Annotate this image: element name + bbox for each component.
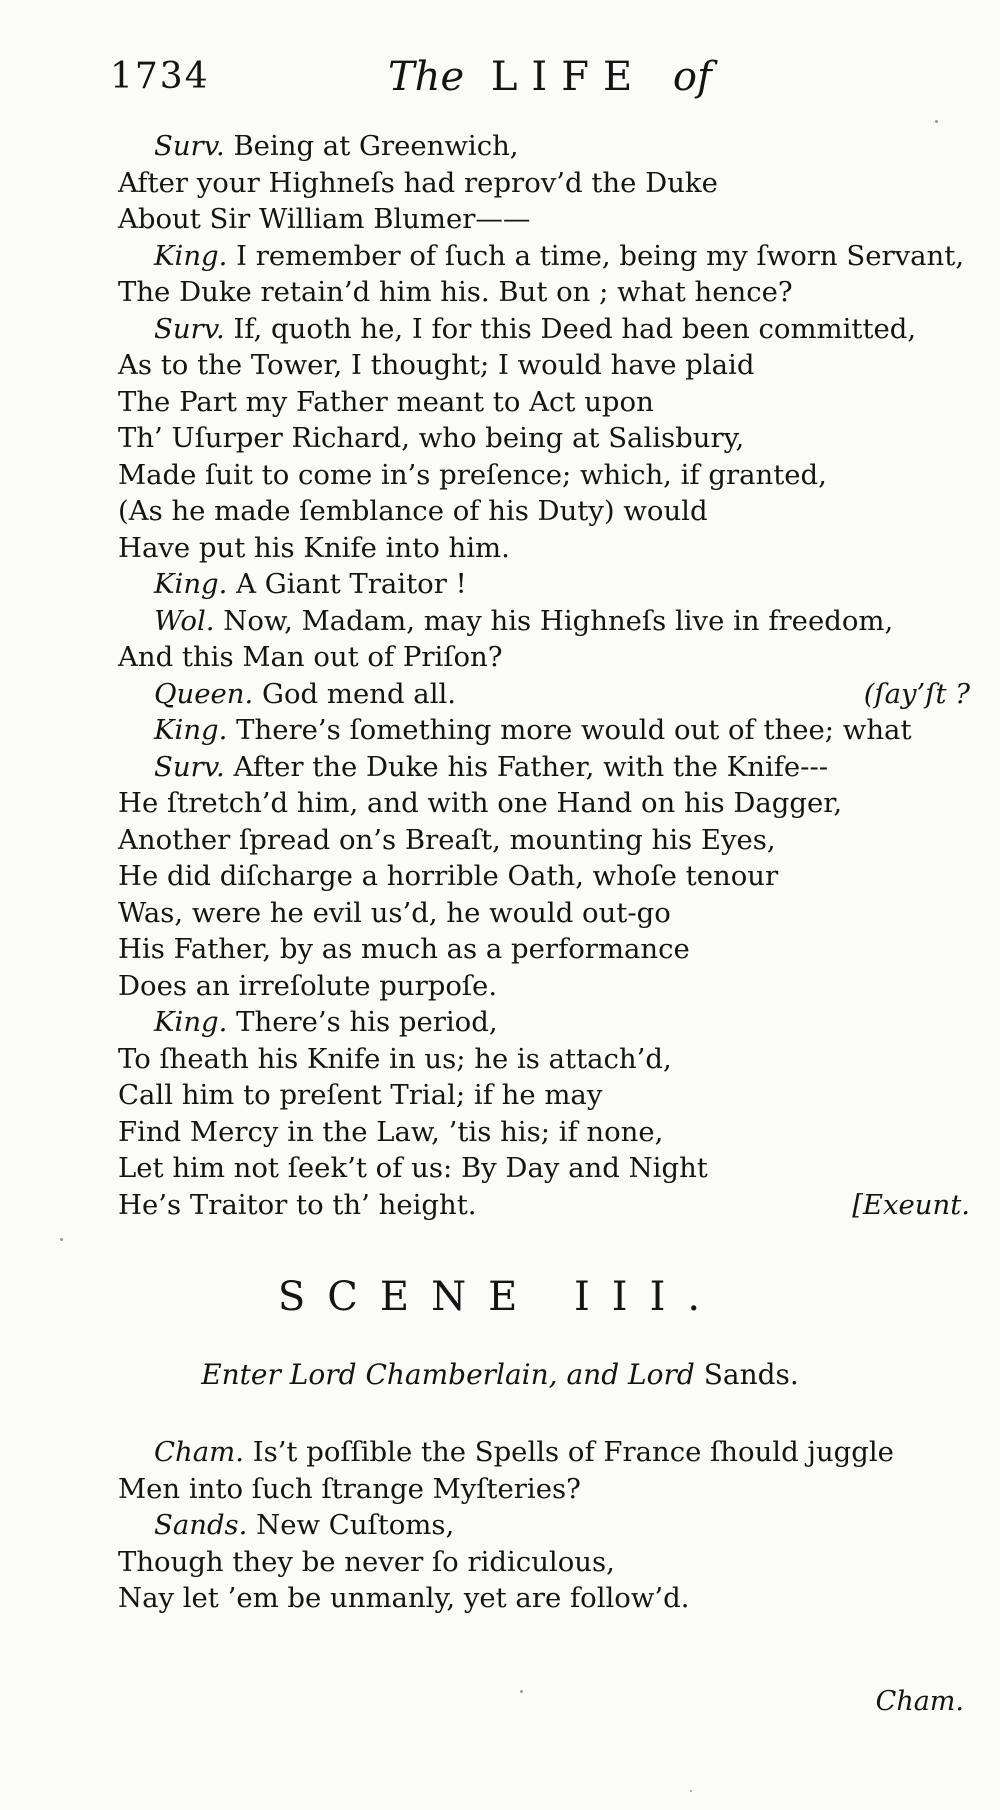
line-text: After the Duke his Father, with the Knife--- [233,750,829,783]
line-text: He did diſcharge a horrible Oath, whoſe tenour [118,860,779,892]
line-text: Made ſuit to come in’s preſence; which, if granted, [118,458,827,491]
line-text: There’s his period, [236,1006,498,1038]
line-text: Being at Greenwich, [233,130,519,162]
speaker-name: Surv. [154,750,225,783]
verse-line [118,603,978,640]
line-text: A Giant Traitor ! [236,568,467,600]
verse-line [118,1150,978,1187]
verse-line [118,530,978,567]
line-text: Does an irreſolute purpoſe. [118,969,498,1002]
line-text: (As he made ſemblance of his Duty) would [118,495,708,527]
speaker-name: King. [154,714,228,746]
running-title [388,54,712,100]
verse-line [118,311,978,348]
line-text: Th’ Uſurper Richard, who being at Salisbury, [118,422,745,454]
running-title-prefix: The [388,54,465,100]
verse-line [118,712,978,749]
line-text: Find Mercy in the Law, ’tis his; if none, [118,1115,664,1148]
verse-line [118,1434,978,1471]
print-speck [60,1238,63,1241]
verse-line [118,1041,978,1078]
line-text: About Sir William Blumer—— [118,203,531,235]
verse-line [118,1004,978,1041]
speaker-name: Cham. [154,1436,244,1468]
line-text: The Part my Father meant to Act upon [118,385,654,418]
verse-line [118,493,978,530]
verse-line [118,201,978,238]
verse-line [118,1187,978,1224]
verse-line [118,895,978,932]
print-speck [690,1790,692,1792]
scene-heading: SCENE III. [277,1274,723,1320]
line-text: God mend all. [262,677,457,710]
line-text: Was, were he evil us’d, he would out-go [118,896,671,929]
line-text: If, quoth he, I for this Deed had been committed, [233,312,917,345]
catchword: Cham. [875,1686,964,1717]
line-text: Nay let ’em be unmanly, yet are follow’d. [118,1582,690,1614]
dialogue-block-scene-ii [118,128,978,1223]
verse-line [118,785,978,822]
running-head [110,48,950,118]
dialogue-block-scene-iii [118,1434,978,1617]
line-text: Now, Madam, may his Highneſs live in freedom, [223,604,894,637]
verse-line [118,858,978,895]
verse-line [118,749,978,786]
verse-line [118,931,978,968]
verse-line [118,1077,978,1114]
verse-line [118,1544,978,1581]
running-title-suffix: of [672,54,712,100]
verse-line [118,822,978,859]
speaker-name: Wol. [154,604,215,637]
verse-line [118,566,978,603]
line-text: Is’t poſſible the Spells of France ſhould juggle [252,1436,894,1468]
verse-line [118,1114,978,1151]
speaker-name: Surv. [154,130,225,162]
line-text: Another ſpread on’s Breaſt, mounting his Eyes, [118,823,776,856]
page-number: 1734 [110,56,210,97]
verse-line [118,968,978,1005]
verse-line [118,384,978,421]
verse-line [118,639,978,676]
line-text: Have put his Knife into him. [118,531,510,564]
verse-line [118,347,978,384]
stage-direction-name: Sands. [703,1358,799,1391]
verse-line [118,1580,978,1617]
speaker-name: King. [154,568,228,600]
print-speck [935,120,938,123]
running-title-main: LIFE [490,54,647,100]
stage-direction [0,1358,1000,1391]
line-right-note: [Exeunt. [852,1188,970,1221]
verse-line [118,457,978,494]
stage-direction-enter: Enter Lord Chamberlain, [201,1358,558,1391]
speaker-name: King. [154,1006,228,1038]
stage-direction-and: and Lord [566,1358,695,1391]
line-text: Call him to preſent Trial; if he may [118,1079,603,1111]
speaker-name: King. [154,239,228,272]
line-text: Let him not ſeek’t of us: By Day and Night [118,1152,708,1184]
line-text: Men into ſuch ſtrange Myſteries? [118,1472,581,1505]
verse-line [118,420,978,457]
verse-line [118,165,978,202]
line-text: I remember of ſuch a time, being my ſworn Servant, [236,239,965,272]
verse-line [118,1471,978,1508]
line-text: As to the Tower, I thought; I would have plaid [118,349,755,381]
line-text: New Cuſtoms, [256,1509,455,1541]
line-text: His Father, by as much as a performance [118,933,690,965]
verse-line [118,1507,978,1544]
line-text: There’s ſomething more would out of thee; what [236,714,912,746]
speaker-name: Sands. [154,1509,248,1541]
verse-line [118,128,978,165]
line-text: He’s Traitor to th’ height. [118,1188,477,1221]
verse-line [118,676,978,713]
verse-line [118,274,978,311]
line-right-note: (ſay’ſt ? [863,677,970,710]
line-text: He ſtretch’d him, and with one Hand on his Dagger, [118,787,843,819]
line-text: To ſheath his Knife in us; he is attach’d, [118,1042,672,1075]
line-text: And this Man out of Priſon? [118,641,503,673]
speaker-name: Queen. [154,677,254,710]
line-text: Though they be never ſo ridiculous, [118,1545,615,1578]
speaker-name: Surv. [154,312,225,345]
line-text: After your Highneſs had reprov’d the Duke [118,166,718,199]
line-text: The Duke retain’d him his. But on ; what hence? [118,276,793,308]
verse-line [118,238,978,275]
print-speck [520,1690,523,1693]
